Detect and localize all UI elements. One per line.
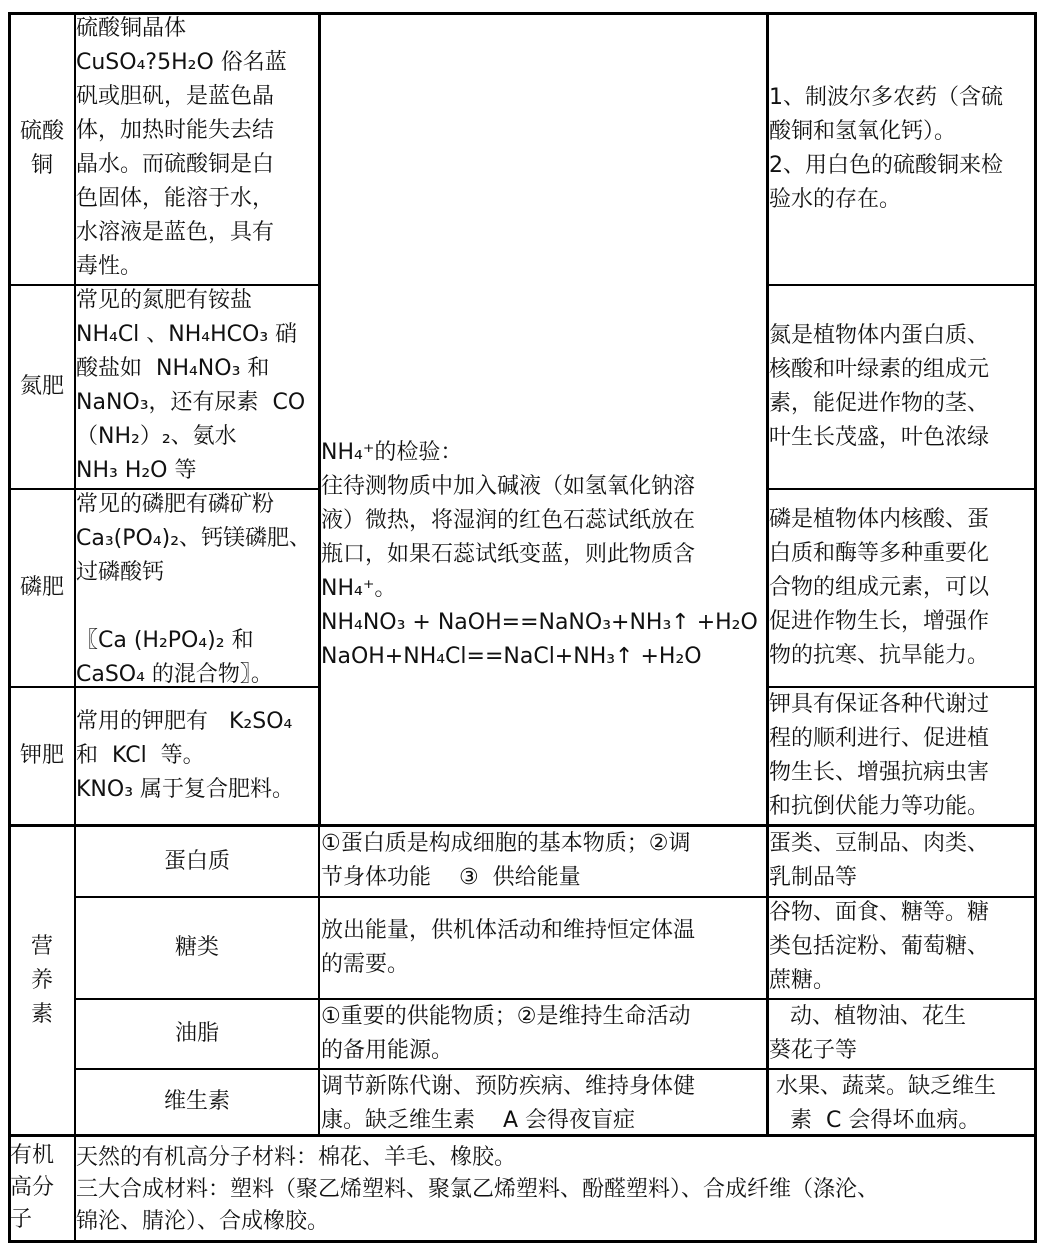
row-name-cuso4-text: 硫酸 铜 <box>19 119 64 178</box>
nutrient-source-fat: 动、植物油、花生 葵花子等 <box>769 1004 966 1063</box>
potassium-use <box>769 688 1034 824</box>
potassium-description <box>76 688 318 824</box>
phosphorus-use <box>769 490 1034 686</box>
cuso4-description: 硫酸铜晶体 CuSO₄?5H₂O 俗名蓝 矾或胆矾，是蓝色晶 体，加热时能失去结 晶水。而硫酸铜是白 色固体，能溶于水， 水溶液是蓝色，具有 毒性。 <box>76 16 287 279</box>
nutrient-name-fat-text: 油脂 <box>174 1021 219 1046</box>
table-border-right <box>1034 12 1037 1242</box>
nitrogen-use <box>769 286 1034 488</box>
phosphorus-use-text: 磷是植物体内核酸、蛋 白质和酶等多种重要化 合物的组成元素，可以 促进作物生长，增强作 物的抗寒、抗旱能力。 <box>769 507 990 668</box>
row-name-potassium <box>10 688 74 824</box>
row-name-polymer: 有机 高分 子 <box>10 1143 55 1232</box>
nutrient-name-sugar-text: 糖类 <box>174 935 219 960</box>
nutrient-func-sugar <box>321 898 766 998</box>
potassium-use-text: 钾具有保证各种代谢过 程的顺利进行、促进植 物生长、增强抗病虫害 和抗倒伏能力等功能。 <box>769 692 990 819</box>
ammonium-test-text: NH₄⁺的检验： 往待测物质中加入碱液（如氢氧化钠溶 液）微热，将湿润的红色石蕊试纸放在 瓶口，如果石蕊试纸变蓝，则此物质含 NH₄⁺。 NH₄NO₃ + NaOH==NaNO₃+NH₃↑ +H₂O NaOH+NH₄Cl==NaCl+NH₃↑ +H₂O <box>321 440 758 669</box>
phosphorus-description: 常见的磷肥有磷矿粉 Ca₃(PO₄)₂、钙镁磷肥、 过磷酸钙 〖Ca (H₂PO₄)₂ 和 CaSO₄ 的混合物〗。 <box>76 492 312 686</box>
nutrient-name-sugar <box>76 898 318 998</box>
row-name-cuso4 <box>10 14 74 284</box>
cuso4-use <box>769 14 1034 284</box>
nitrogen-use-text: 氮是植物体内蛋白质、 核酸和叶绿素的组成元 素，能促进作物的茎、 叶生长茂盛，叶色浓绿 <box>769 323 990 450</box>
nutrient-func-protein: ①蛋白质是构成细胞的基本物质；②调 节身体功能 ③ 供给能量 <box>321 831 691 890</box>
nutrient-name-protein-text: 蛋白质 <box>163 848 230 874</box>
row-name-nitrogen <box>10 286 74 488</box>
polymer-text: 天然的有机高分子材料：棉花、羊毛、橡胶。 三大合成材料：塑料（聚乙烯塑料、聚氯乙烯塑料、酚醛塑料）、合成纤维（涤沦、 锦沦、腈沦）、合成橡胶。 <box>76 1145 880 1234</box>
row-line-8 <box>8 1134 1037 1137</box>
nitrogen-description: 常见的氮肥有铵盐 NH₄Cl 、NH₄HCO₃ 硝 酸盐如 NH₄NO₃ 和 NaNO₃，还有尿素 CO （NH₂）₂、氨水 NH₃ H₂O 等 <box>76 288 306 483</box>
row-name-phosphorus-text: 磷肥 <box>19 575 64 600</box>
nutrient-func-sugar-text: 放出能量，供机体活动和维持恒定体温 的需要。 <box>321 918 696 977</box>
cuso4-use-text: 1、制波尔多农药（含硫 酸铜和氢氧化钙）。 2、用白色的硫酸铜来检 验水的存在。 <box>769 85 1003 212</box>
nutrient-source-vitamin: 水果、蔬菜。缺乏维生 素 C 会得坏血病。 <box>776 1074 997 1133</box>
nutrient-name-vitamin-text: 维生素 <box>163 1089 230 1114</box>
nutrient-name-fat <box>76 1000 318 1068</box>
row-line-bottom <box>8 1240 1037 1243</box>
nutrient-source-sugar: 谷物、面食、糖等。糖 类包括淀粉、葡萄糖、 蔗糖。 <box>769 900 990 993</box>
nutrient-func-fat: ①重要的供能物质；②是维持生命活动 的备用能源。 <box>321 1004 691 1063</box>
nutrients-group-label-text: 营 养 素 <box>30 933 53 1027</box>
row-name-phosphorus <box>10 490 74 686</box>
potassium-description-text: 常用的钾肥有 K₂SO₄ 和 KCl 等。 KNO₃ 属于复合肥料。 <box>76 709 295 802</box>
row-name-nitrogen-text: 氮肥 <box>19 374 64 399</box>
row-name-potassium-text: 钾肥 <box>19 743 64 768</box>
nutrient-name-vitamin <box>76 1070 318 1134</box>
col-divider-2b <box>318 826 320 1136</box>
nutrient-name-protein <box>76 827 318 896</box>
ammonium-test <box>321 286 766 824</box>
nutrient-source-protein: 蛋类、豆制品、肉类、 乳制品等 <box>769 831 990 890</box>
nutrients-group-label <box>10 827 74 1134</box>
nutrient-func-vitamin: 调节新陈代谢、预防疾病、维持身体健 康。缺乏维生素 A 会得夜盲症 <box>321 1074 696 1133</box>
